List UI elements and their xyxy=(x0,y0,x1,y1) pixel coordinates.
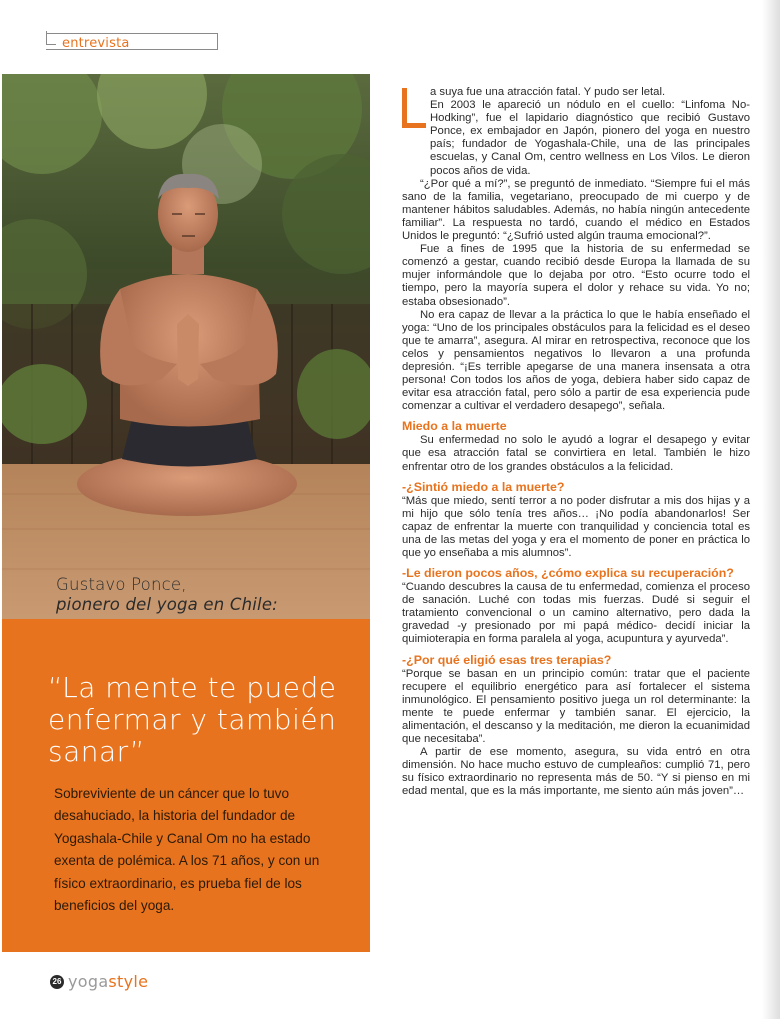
question-heading: -¿Por qué eligió esas tres terapias? xyxy=(402,652,612,667)
answer-paragraph: “Porque se basan en un principio común: tratar que el paciente recupere el equilibrio energético para así fortalecer el sistema inmunológico. El pensamiento positivo juega un rol determinante: la mente te puede enfermar y también sanar. El ejercicio, la alimentación, el descanso y la meditación, me dieron la ecuanimidad que necesitaba”. xyxy=(402,667,750,746)
photo-caption xyxy=(56,575,278,615)
body-paragraph: “¿Por qué a mí?”, se preguntó de inmediato. “Siempre fui el más sano de la familia, vegetariano, preocupado de mi cuerpo y de mantener hábitos saludables. Además, no había ningún antecedente familiar”. La respuesta no tardó, cuando el médico en Estados Unidos le preguntó: “¿Sufrió usted algún trauma emocional?”. xyxy=(402,177,750,243)
portrait-photo xyxy=(2,74,370,619)
caption-name: Gustavo Ponce, xyxy=(56,575,187,594)
body-paragraph: Su enfermedad no solo le ayudó a lograr el desapego y evitar que esa atracción fatal se convirtiera en letal. También le hizo enfrentar otro de los grandes obstáculos a la felicidad. xyxy=(402,434,750,473)
body-paragraph: No era capaz de llevar a la práctica lo que le había enseñado el yoga: “Uno de los principales obstáculos para la felicidad es el deseo que te amarra”, asegura. Al mirar en retrospectiva, reconoce que los celos y pensamientos negativos lo llevaron a una profunda depresión. “¡Es terrible apegarse de una manera insensata a otra persona! Con todos los años de yoga, debiera haber sido capaz de evitar esa atracción fatal, pero sólo a partir de esa experiencia pude comenzar a cultivar el verdadero desapego”, señala. xyxy=(402,308,750,413)
question-heading: -¿Sintió miedo a la muerte? xyxy=(402,479,565,494)
page-edge-shadow xyxy=(762,0,780,1019)
article-body xyxy=(402,86,750,799)
caption-role: pionero del yoga en Chile: xyxy=(56,595,278,614)
body-paragraph: En 2003 le apareció un nódulo en el cuello: “Linfoma No-Hodking”, fue el lapidario diagnóstico que recibió Gustavo Ponce, ex embajador en Japón, pionero del yoga en nuestro país; fundador de Yogashala-Chile, una de las principales escuelas, y Canal Om, centro wellness en Los Vilos. Le dieron pocos años de vida. xyxy=(430,99,750,177)
answer-paragraph: “Cuando descubres la causa de tu enfermedad, comienza el proceso de sanación. Luché con todas mis fuerzas. Dudé si seguir el tratamiento convencional o un camino alternativo, pero dada la gravedad -y presionado por mi papá médico- decidí iniciar la quimioterapia en forma paralela al yoga, acupuntura y ayurveda”. xyxy=(402,581,750,646)
logo-part-yoga: yoga xyxy=(68,972,109,991)
logo-part-style: style xyxy=(108,972,149,991)
pull-quote: “La mente te puede enfermar y también sanar” xyxy=(48,671,337,768)
body-paragraph: Fue a fines de 1995 que la historia de su enfermedad se comenzó a gestar, cuando recibió desde Europa la llamada de su mujer informándole que lo dejaba por otro. “Esto ocurre todo el tiempo, pero la mayoría supera el dolor y rehace su vida. Yo no; estaba obsesionado”. xyxy=(402,243,750,308)
answer-paragraph: “Más que miedo, sentí terror a no poder disfrutar a mis dos hijas y a mi hijo que sólo tenía tres años… ¡No podía abandonarlos! Ser capaz de enfrentar la muerte con tranquilidad y conciencia total es una de las metas del yoga y era el momento de poner en práctica lo que yo enseñaba a mis alumnos”. xyxy=(402,494,750,559)
section-label: entrevista xyxy=(62,36,130,51)
section-tag xyxy=(46,33,218,50)
magazine-logo xyxy=(68,972,148,991)
section-tag-bracket xyxy=(46,31,56,45)
page-footer xyxy=(50,972,148,991)
body-paragraph: a suya fue una atracción fatal. Y pudo ser letal. xyxy=(430,86,666,98)
subheading: Miedo a la muerte xyxy=(402,419,507,434)
body-paragraph: A partir de ese momento, asegura, su vida entró en otra dimensión. No hace mucho estuvo de cumpleaños: cumplió 71, pero su físico extraordinario no representa más de 50. “Y si pienso en mi edad mental, que es la más importante, me siento aún más joven”… xyxy=(402,746,750,798)
lead-paragraph: Sobreviviente de un cáncer que lo tuvo desahuciado, la historia del fundador de Yogashala-Chile y Canal Om no ha estado exenta de polémica. A los 71 años, y con un físico extraordinario, es prueba fiel de los beneficios del yoga. xyxy=(54,786,320,914)
question-heading: -Le dieron pocos años, ¿cómo explica su recuperación? xyxy=(402,566,734,581)
page-number: 26 xyxy=(50,975,64,989)
